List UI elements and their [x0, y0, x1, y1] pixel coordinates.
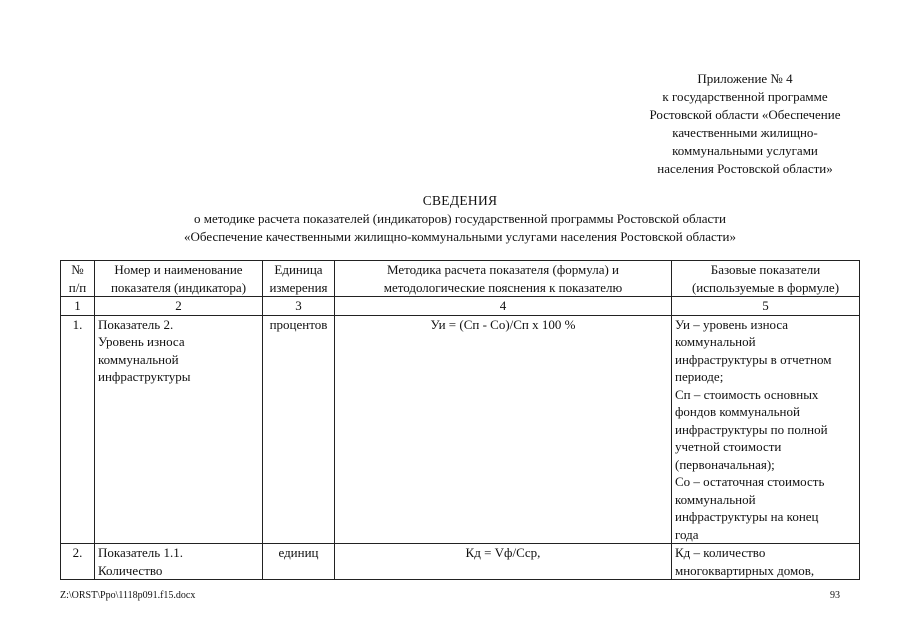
- annex-line: населения Ростовской области»: [657, 161, 833, 176]
- header-unit: Единица измерения: [263, 261, 335, 297]
- header-base: Базовые показатели (используемые в формуле): [672, 261, 860, 297]
- column-number-row: [61, 297, 860, 316]
- unit: единиц: [263, 544, 335, 580]
- formula: Кд = Vф/Сср,: [335, 544, 672, 580]
- annex-line: Приложение № 4: [697, 71, 793, 86]
- column-number: 5: [672, 297, 860, 316]
- row-num: 2.: [61, 544, 95, 580]
- base-indicators: Уи – уровень износа коммунальной инфраструктуры в отчетном периоде; Сп – стоимость основных фондов коммунальной инфраструктуры по полной учетной стоимости (первоначальная); Со – остаточная стоимость коммунальной инфраструктуры на конец года: [672, 315, 860, 544]
- column-number: 1: [61, 297, 95, 316]
- footer-file-path: Z:\ORST\Ppo\1118p091.f15.docx: [60, 590, 196, 601]
- header-name: Номер и наименование показателя (индикатора): [95, 261, 263, 297]
- row-num: 1.: [61, 315, 95, 544]
- document-title: [60, 192, 860, 246]
- table-row: [61, 544, 860, 580]
- table-header-row: [61, 261, 860, 297]
- table-row: [61, 315, 860, 544]
- base-indicators: Кд – количество многоквартирных домов,: [672, 544, 860, 580]
- title-heading: СВЕДЕНИЯ: [422, 193, 498, 208]
- page-number: 93: [830, 590, 840, 601]
- indicator-name: Показатель 1.1. Количество: [95, 544, 263, 580]
- annex-line: коммунальными услугами: [672, 143, 818, 158]
- column-number: 3: [263, 297, 335, 316]
- formula: Уи = (Сп - Со)/Сп х 100 %: [335, 315, 672, 544]
- column-number: 2: [95, 297, 263, 316]
- methodology-table: [60, 260, 860, 580]
- title-line-2: «Обеспечение качественными жилищно-коммунальными услугами населения Ростовской области»: [184, 229, 736, 244]
- annex-line: к государственной программе: [662, 89, 828, 104]
- indicator-name: Показатель 2. Уровень износа коммунальной инфраструктуры: [95, 315, 263, 544]
- annex-block: [620, 70, 870, 178]
- annex-line: Ростовской области «Обеспечение: [649, 107, 841, 122]
- title-line-1: о методике расчета показателей (индикаторов) государственной программы Ростовской области: [194, 211, 726, 226]
- header-formula: Методика расчета показателя (формула) и методологические пояснения к показателю: [335, 261, 672, 297]
- unit: процентов: [263, 315, 335, 544]
- column-number: 4: [335, 297, 672, 316]
- header-num: № п/п: [61, 261, 95, 297]
- annex-line: качественными жилищно-: [672, 125, 818, 140]
